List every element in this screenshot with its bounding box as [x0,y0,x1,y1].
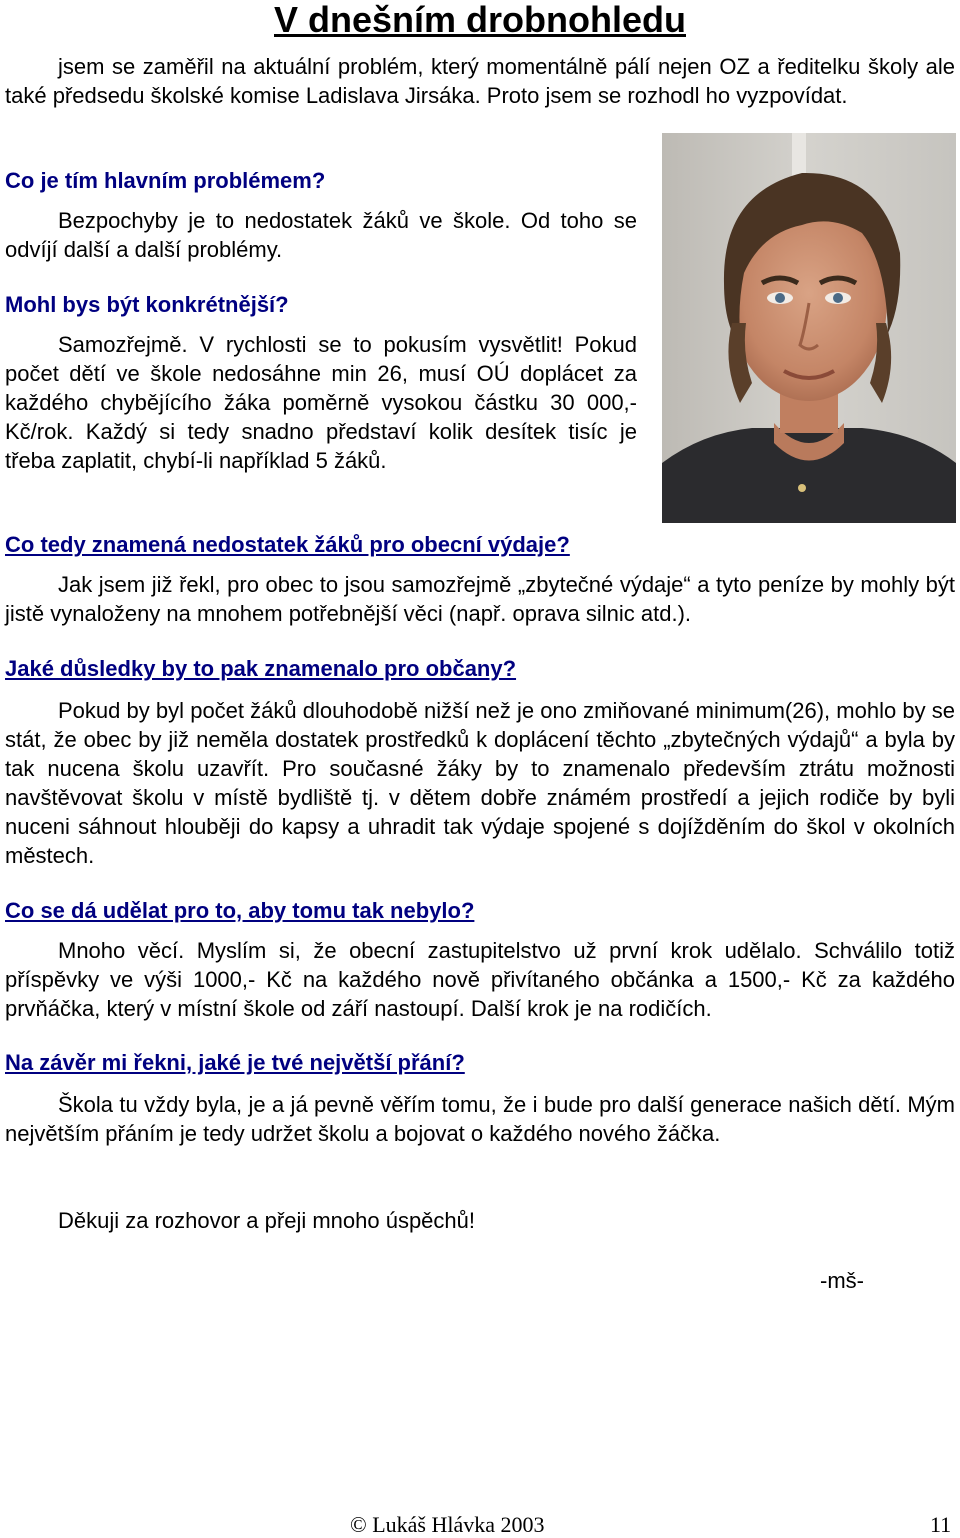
question-3: Co tedy znamená nedostatek žáků pro obecní výdaje? [5,532,570,557]
portrait-image [662,133,956,523]
question-6: Na závěr mi řekni, jaké je tvé největší přání? [5,1050,465,1075]
answer-3: Jak jsem již řekl, pro obec to jsou samozřejmě „zbytečné výdaje“ a tyto peníze by mohly být jistě vynaloženy na mnohem potřebnější věci (např. oprava silnic atd.). [5,572,955,626]
question-4: Jaké důsledky by to pak znamenalo pro občany? [5,656,517,681]
interviewee-photo [662,133,956,523]
answer-2: Samozřejmě. V rychlosti se to pokusím vysvětlit! Pokud počet dětí ve škole nedosáhne min 26, musí OÚ doplácet za každého chybějícího žáka poměrně vysokou částku 30 000,- Kč/rok. Každý si tedy snadno představí kolik desítek tisíc je třeba zaplatit, chybí-li například 5 žáků. [5,332,637,473]
thanks-line: Děkuji za rozhovor a přeji mnoho úspěchů! [58,1208,476,1233]
author-signature: -mš- [820,1268,864,1293]
answer-6: Škola tu vždy byla, je a já pevně věřím tomu, že i bude pro další generace našich dětí. Mým největším přáním je tedy udržet školu a bojovat o každého nového žáčka. [5,1092,955,1146]
question-1: Co je tím hlavním problémem? [5,168,326,193]
answer-4: Pokud by byl počet žáků dlouhodobě nižší než je ono zmiňované minimum(26), mohlo by se stát, že obec by již neměla dostatek prostředků k doplácení těchto „zbytečných výdajů“ a byla by tak nucena školu uzavřít. Pro současné žáky by to znamenalo především ztrátu možnosti navštěvovat školu v místě bydliště tj. v dětem dobře známém prostředí a jejich rodiče by byli nuceni sáhnout hlouběji do kapsy a uhradit tak výdaje spojené s dojížděním do škol v okolních městech. [5,698,955,868]
intro-paragraph: jsem se zaměřil na aktuální problém, který momentálně pálí nejen OZ a ředitelku školy ale také předsedu školské komise Ladislava Jirsáka. Proto jsem se rozhodl ho vyzpovídat. [5,54,955,108]
page-number: 11 [930,1512,952,1537]
question-5: Co se dá udělat pro to, aby tomu tak nebylo? [5,898,475,923]
answer-5: Mnoho věcí. Myslím si, že obecní zastupitelstvo už první krok udělalo. Schválilo totiž příspěvky ve výši 1000,- Kč na každého nově přivítaného občánka a 1500,- Kč za každého prvňáčka, který v místní škole od září nastoupí. Další krok je na rodičích. [5,938,955,1021]
answer-1: Bezpochyby je to nedostatek žáků ve škole. Od toho se odvíjí další a další problémy. [5,208,637,262]
footer-credit: © Lukáš Hlávka 2003 [350,1512,545,1537]
page-title: V dnešním drobnohledu [274,0,686,40]
question-2: Mohl bys být konkrétnější? [5,292,289,317]
